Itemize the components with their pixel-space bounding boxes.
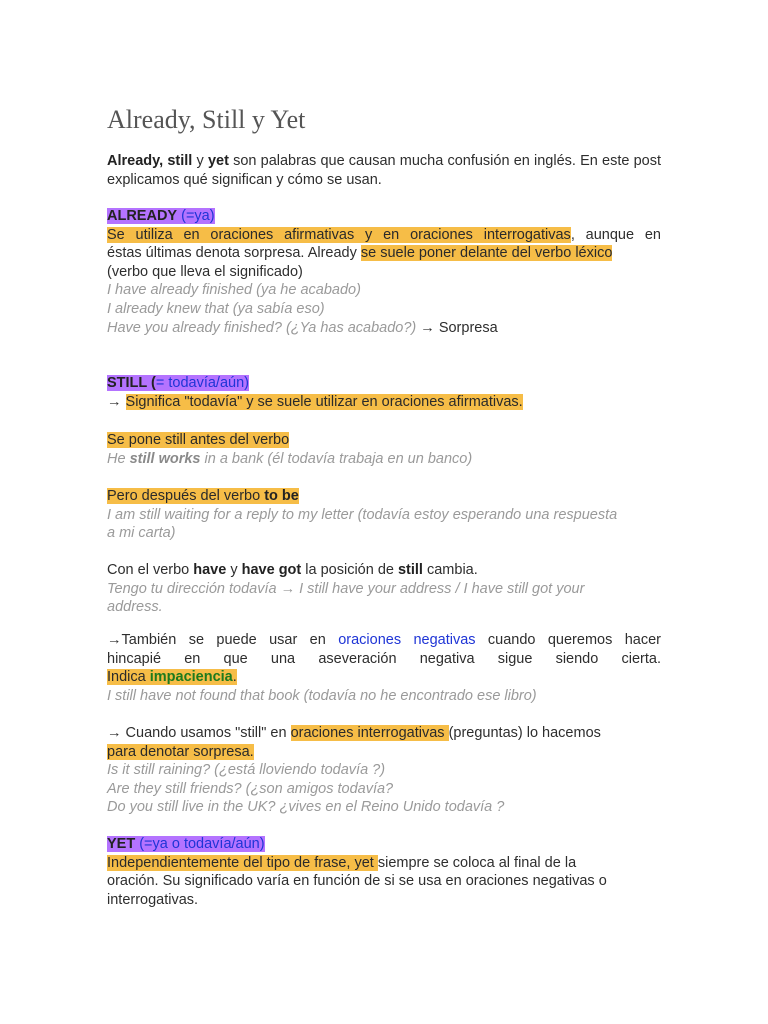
still-neg-line-1 xyxy=(107,631,661,650)
still-example-2b: a mi carta) xyxy=(107,525,176,542)
intro-paragraph xyxy=(107,152,661,189)
still-surprise: para denotar sorpresa. xyxy=(107,743,254,760)
ex-bold: still works xyxy=(129,450,201,467)
have-text: cambia. xyxy=(422,562,478,578)
q-text: (preguntas) lo hacemos xyxy=(448,725,601,741)
yet-meaning: (=ya o todavía/aún) xyxy=(135,836,265,852)
intro-word-already: Already, xyxy=(107,153,164,169)
still-example-7: Do you still live in the UK? ¿vives en el Reino Unido todavía ? xyxy=(107,799,505,816)
intro-word-yet: yet xyxy=(207,153,229,169)
already-text: y en xyxy=(354,226,411,243)
still-impaciencia: impaciencia xyxy=(149,669,233,686)
still-interrogative: oraciones interrogativas xyxy=(290,725,449,741)
yet-line-2: oración. Su significado varía en función de si se usa en oraciones negativas o xyxy=(107,873,607,890)
still-affirmative: oraciones afirmativas xyxy=(381,393,519,410)
still-label: STILL ( xyxy=(107,375,156,391)
have-got-bold: have got xyxy=(241,562,302,578)
still-have-line xyxy=(107,561,661,580)
still-before-label: Se pone still antes del verbo xyxy=(107,432,290,448)
still-after-to-be xyxy=(107,487,661,543)
yet-heading xyxy=(107,835,661,854)
still-line-1 xyxy=(107,393,661,412)
already-example-text: Have you already finished? (¿Ya has acabado?) xyxy=(107,319,417,336)
yet-line-1 xyxy=(107,854,661,873)
already-example-3 xyxy=(107,319,661,338)
already-position: se suele poner delante del verbo léxico xyxy=(360,245,613,262)
already-section xyxy=(107,207,661,337)
yet-highlight: Independientemente del tipo de frase, yet xyxy=(107,854,378,871)
already-interrogative: oraciones interrogativas xyxy=(410,226,571,243)
still-example-3: Tengo tu dirección todavía → I still have your address / I have still got your xyxy=(107,580,585,597)
still-have-got xyxy=(107,561,661,617)
yet-text: siempre se coloca al final de la xyxy=(377,854,577,871)
already-text: éstas últimas denota sorpresa. Already xyxy=(107,245,361,262)
still-example-1 xyxy=(107,450,661,469)
already-label: ALREADY xyxy=(107,208,178,224)
have-text: la posición de xyxy=(301,562,398,578)
neg-text: . xyxy=(232,669,237,686)
still-questions xyxy=(107,724,661,817)
already-line-1 xyxy=(107,226,661,245)
still-example-4: I still have not found that book (todavía no he encontrado ese libro) xyxy=(107,687,537,704)
yet-line-3: interrogativas. xyxy=(107,891,199,908)
neg-text: →También se puede usar en xyxy=(107,632,339,648)
have-text: y xyxy=(226,562,242,578)
still-neg-line-3 xyxy=(107,668,661,687)
already-text: , aunque en xyxy=(570,226,661,243)
still-neg-line-2: hincapié en que una aseveración negativa sigue siendo cierta. xyxy=(107,650,661,667)
already-line-2 xyxy=(107,244,661,263)
still-before-verb xyxy=(107,431,661,468)
already-meaning: (=ya) xyxy=(177,208,215,224)
still-section xyxy=(107,374,661,411)
already-heading xyxy=(107,207,661,226)
intro-text-rest: son palabras que causan mucha confusión en inglés. En este post explicamos qué significan y cómo se usan. xyxy=(107,153,661,188)
still-text: Significa "todavía" y se suele utilizar en xyxy=(125,393,382,410)
still-negative xyxy=(107,631,661,705)
still-to-be: to be xyxy=(264,488,299,504)
still-after-label: Pero después del verbo xyxy=(107,488,265,504)
already-line-3: (verbo que lleva el significado) xyxy=(107,263,303,280)
intro-word-still: still xyxy=(167,153,193,169)
intro-text: y xyxy=(192,153,208,169)
already-affirmative: oraciones afirmativas xyxy=(210,226,355,243)
page-title: Already, Still y Yet xyxy=(107,105,306,134)
still-example-6: Are they still friends? (¿son amigos todavía? xyxy=(107,780,394,797)
ex-text: He xyxy=(107,450,130,467)
still-example-5: Is it still raining? (¿está lloviendo todavía ?) xyxy=(107,762,386,779)
q-text: → Cuando usamos "still" en xyxy=(107,725,291,741)
still-meaning: = todavía/aún) xyxy=(155,375,249,391)
yet-section xyxy=(107,835,661,909)
already-example-1: I have already finished (ya he acabado) xyxy=(107,282,361,299)
already-text: Se utiliza en xyxy=(107,226,211,243)
still-q-line-1 xyxy=(107,724,661,743)
ex-text: in a bank (él todavía trabaja en un banco) xyxy=(200,450,473,467)
already-example-2: I already knew that (ya sabía eso) xyxy=(107,300,325,317)
neg-text: Indica xyxy=(107,669,150,686)
yet-label: YET xyxy=(107,836,136,852)
already-surprise: → Sorpresa xyxy=(416,319,498,336)
have-text: Con el verbo xyxy=(107,562,194,578)
still-negative-link: oraciones negativas xyxy=(338,632,476,648)
arrow-icon: → xyxy=(107,393,126,410)
still-heading xyxy=(107,374,661,393)
have-bold: have xyxy=(193,562,227,578)
still-example-2: I am still waiting for a reply to my letter (todavía estoy esperando una respuesta xyxy=(107,506,618,523)
neg-text: cuando queremos hacer xyxy=(475,632,662,648)
still-example-3b: address. xyxy=(107,599,163,616)
still-text: . xyxy=(518,393,523,410)
still-bold: still xyxy=(397,562,423,578)
